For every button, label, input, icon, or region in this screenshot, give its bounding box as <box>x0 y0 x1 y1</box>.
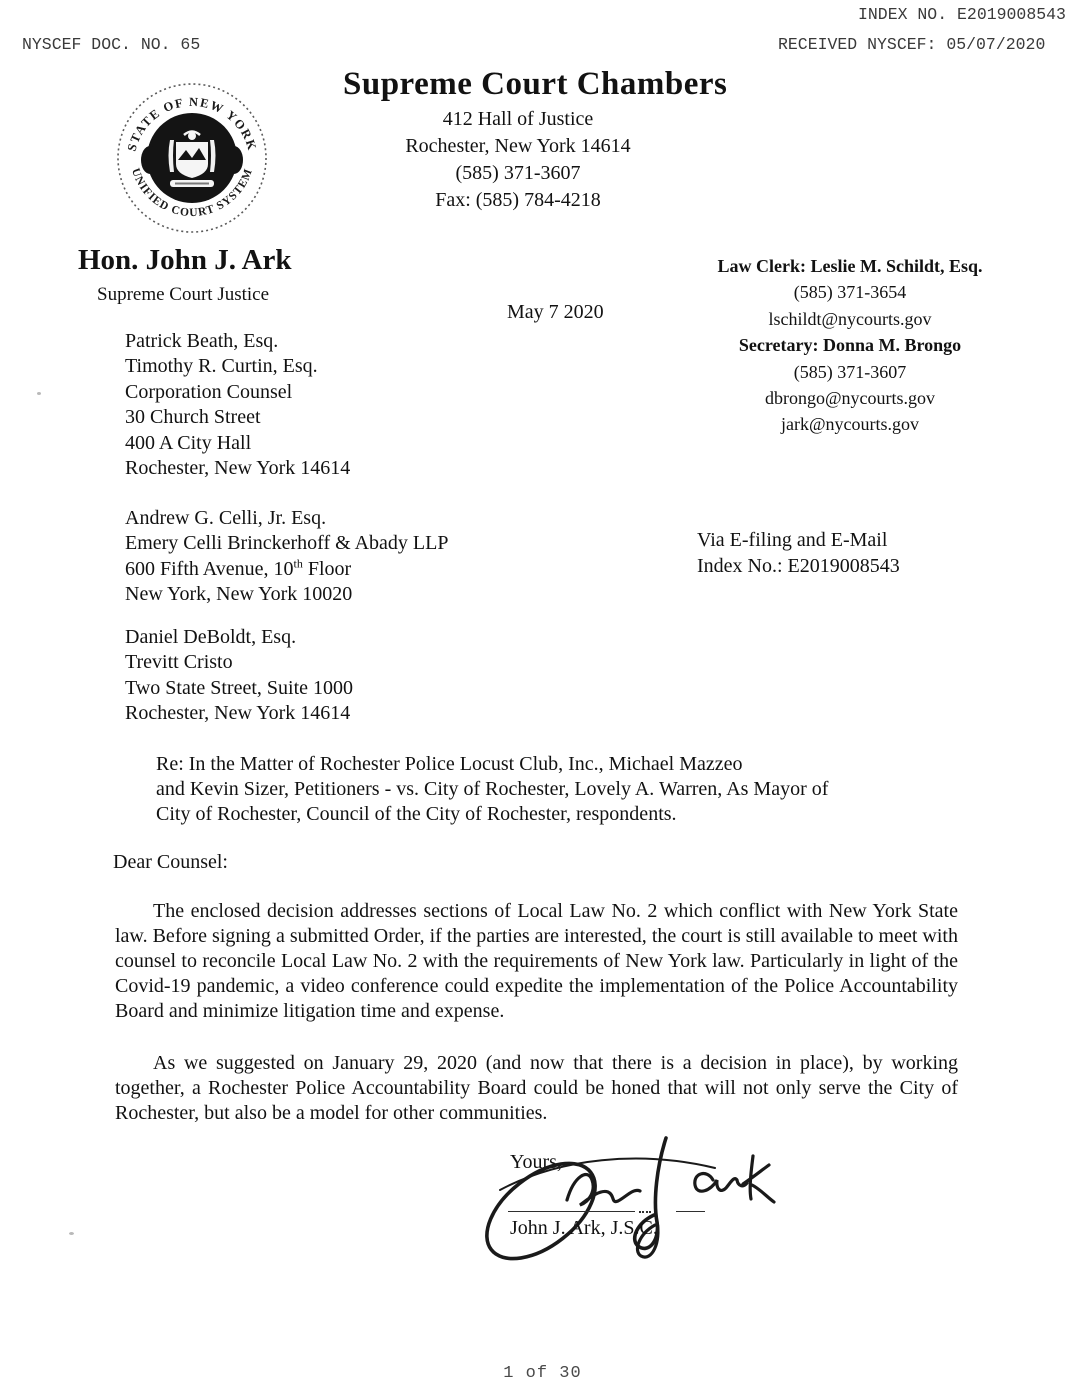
signature-typed-name: John J. Ark, J.S.C. <box>510 1217 658 1239</box>
chambers-title: Supreme Court Chambers <box>343 66 728 102</box>
re-line: Re: In the Matter of Rochester Police Locust Club, Inc., Michael Mazzeo <box>156 753 743 775</box>
nyscef-doc-number: NYSCEF DOC. NO. 65 <box>22 35 201 54</box>
recipient-line: Rochester, New York 14614 <box>125 702 351 725</box>
body-paragraph-2: As we suggested on January 29, 2020 (and now that there is a decision in place), by working together, a Rochester Police Accountability Board could be honed that will not only serve the City of Rochester, but also be a model for other communities. <box>115 1052 958 1124</box>
chambers-address-line1: 412 Hall of Justice <box>442 108 594 130</box>
judge-email: jark@nycourts.gov <box>780 414 920 435</box>
nyscef-received-date: RECEIVED NYSCEF: 05/07/2020 <box>778 35 1046 54</box>
seal-arc-top-text: STATE OF NEW YORK <box>124 94 260 153</box>
salutation: Dear Counsel: <box>113 851 228 873</box>
recipient-block-emery-celli <box>125 506 448 608</box>
scan-artifact <box>37 392 41 395</box>
efiling-index-number: INDEX NO. E2019008543 <box>858 5 1066 24</box>
recipient-block-trevitt-cristo <box>125 625 353 727</box>
scan-artifact <box>69 1232 74 1235</box>
body-paragraph-1: The enclosed decision addresses sections of Local Law No. 2 which conflict with New York State law. Before signing a submitted Order, if the parties are interested, the court is still available to meet with counsel to reconcile Local Law No. 2 with the requirements of New York law. Particularly in light of the Covid-19 pandemic, a video conference could expedite the implementation of the Police Accountability Board and minimize litigation time and expense. <box>115 900 958 1022</box>
law-clerk-phone: (585) 371-3654 <box>793 282 907 303</box>
recipient-block-corporation-counsel <box>125 329 350 481</box>
recipient-line: Trevitt Cristo <box>125 651 233 674</box>
recipient-line: Two State Street, Suite 1000 <box>125 676 354 699</box>
recipient-line: 400 A City Hall <box>125 431 252 454</box>
recipient-line: Timothy R. Curtin, Esq. <box>125 355 318 378</box>
judge-name: Hon. John J. Ark <box>78 244 292 276</box>
law-clerk-email: lschildt@nycourts.gov <box>768 308 932 329</box>
signature-line <box>508 1211 635 1212</box>
letter-date: May 7 2020 <box>507 301 604 323</box>
re-line: City of Rochester, Council of the City of Rochester, respondents. <box>156 803 677 825</box>
recipient-line: 30 Church Street <box>125 406 261 429</box>
recipient-line: Andrew G. Celli, Jr. Esq. <box>125 507 327 529</box>
recipient-line: New York, New York 10020 <box>125 583 353 606</box>
recipient-line: Daniel DeBoldt, Esq. <box>125 626 297 648</box>
recipient-line: 600 Fifth Avenue, 10th Floor <box>125 556 352 580</box>
recipient-line: Rochester, New York 14614 <box>125 457 351 480</box>
recipient-line: Patrick Beath, Esq. <box>125 330 279 352</box>
page-number: 1 of 30 <box>503 1364 582 1383</box>
judge-title: Supreme Court Justice <box>97 284 270 305</box>
court-seal-graphic <box>112 80 272 236</box>
chambers-address-line2: Rochester, New York 14614 <box>405 135 631 157</box>
signature-line <box>676 1211 705 1212</box>
recipient-line: Corporation Counsel <box>125 380 293 403</box>
handwritten-signature <box>470 1128 800 1268</box>
recipient-line: Emery Celli Brinckerhoff & Abady LLP <box>125 532 449 555</box>
delivery-method: Via E-filing and E-Mail <box>697 529 888 551</box>
chambers-phone: (585) 371-3607 <box>455 162 581 184</box>
secretary-name: Secretary: Donna M. Brongo <box>738 335 962 356</box>
chambers-fax: Fax: (585) 784-4218 <box>435 189 601 211</box>
ordinal-superscript: th <box>293 556 303 571</box>
valediction: Yours, <box>510 1151 562 1173</box>
court-seal <box>112 80 272 236</box>
secretary-email: dbrongo@nycourts.gov <box>764 388 936 409</box>
secretary-phone: (585) 371-3607 <box>793 361 907 382</box>
seal-arc-bottom-text: UNIFIED COURT SYSTEM <box>129 166 256 220</box>
signature-line-dots <box>639 1211 651 1213</box>
law-clerk-name: Law Clerk: Leslie M. Schildt, Esq. <box>717 256 983 276</box>
re-line: and Kevin Sizer, Petitioners - vs. City of Rochester, Lovely A. Warren, As Mayor of <box>156 778 829 800</box>
delivery-index-number: Index No.: E2019008543 <box>697 555 900 577</box>
re-caption <box>156 752 916 827</box>
